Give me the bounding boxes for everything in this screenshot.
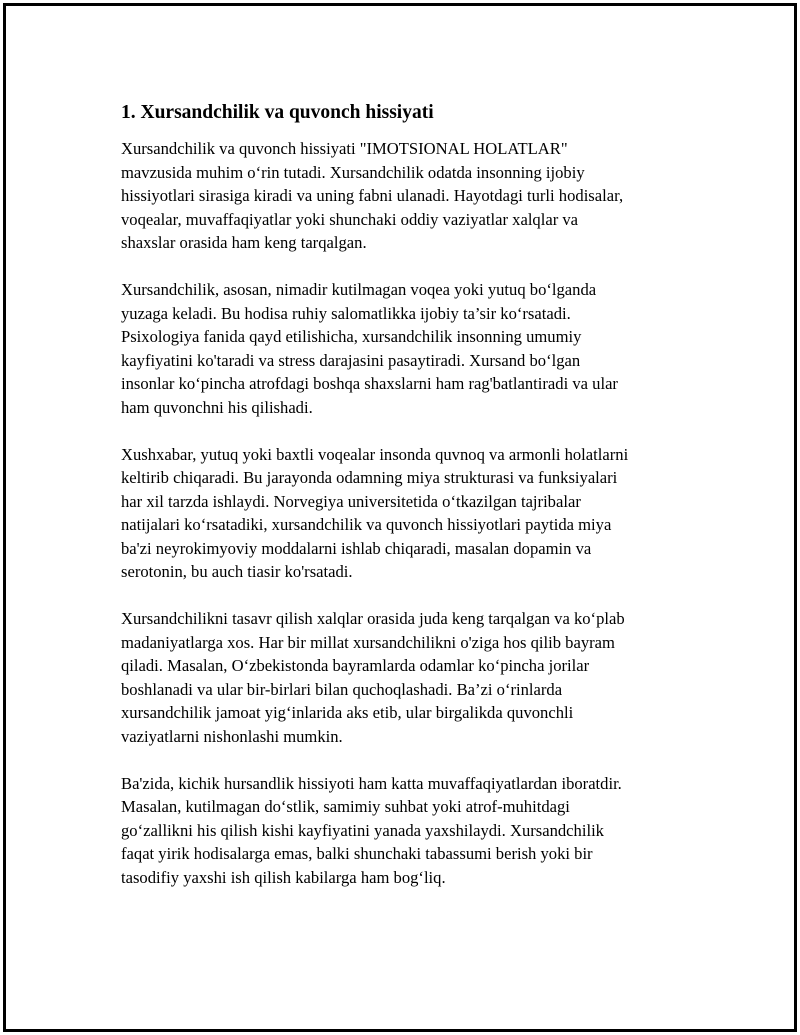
- text-line: Xursandchilik va quvonch hissiyati "IMOTSIONAL HOLATLAR": [121, 139, 568, 158]
- page-border: [3, 3, 797, 1032]
- text-line: insonlar ko‘pincha atrofdagi boshqa shaxslarni ham rag'batlantiradi va ular: [121, 374, 618, 393]
- text-line: qiladi. Masalan, O‘zbekistonda bayramlarda odamlar ko‘pincha jorilar: [121, 656, 590, 675]
- paragraph-1: [121, 137, 701, 255]
- text-line: faqat yirik hodisalarga emas, balki shunchaki tabassumi berish yoki bir: [121, 844, 593, 863]
- text-line: vaziyatlarni nishonlashi mumkin.: [121, 726, 343, 746]
- text-line: voqealar, muvaffaqiyatlar yoki shunchaki oddiy vaziyatlar xalqlar va: [121, 209, 579, 229]
- text-line: keltirib chiqaradi. Bu jarayonda odamning miya strukturasi va funksiyalari: [121, 468, 618, 487]
- text-line: serotonin, bu auch tiasir ko'rsatadi.: [121, 562, 353, 581]
- text-line: shaxslar orasida ham keng tarqalgan.: [121, 233, 367, 252]
- text-line: yuzaga keladi. Bu hodisa ruhiy salomatlikka ijobiy ta’sir ko‘rsatadi.: [121, 303, 571, 323]
- section-heading: 1. Xursandchilik va quvonch hissiyati: [121, 102, 434, 123]
- paragraph-3: [121, 443, 701, 584]
- text-line: kayfiyatini ko'taradi va stress darajasini pasaytiradi. Xursand bo‘lgan: [121, 350, 581, 370]
- text-line: tasodifiy yaxshi ish qilish kabilarga ham bog‘liq.: [121, 867, 446, 887]
- document-body: [121, 100, 701, 913]
- text-line: ba'zi neyrokimyoviy moddalarni ishlab chiqaradi, masalan dopamin va: [121, 538, 592, 558]
- text-line: madaniyatlarga xos. Har bir millat xursandchilikni o'ziga hos qilib bayram: [121, 632, 615, 652]
- text-line: Ba'zida, kichik hursandlik hissiyoti ham katta muvaffaqiyatlardan iboratdir.: [121, 773, 622, 793]
- text-line: Xursandchilik, asosan, nimadir kutilmagan voqea yoki yutuq bo‘lganda: [121, 280, 597, 299]
- paragraph-2: [121, 278, 701, 419]
- text-line: mavzusida muhim o‘rin tutadi. Xursandchilik odatda insonning ijobiy: [121, 162, 585, 182]
- text-line: xursandchilik jamoat yig‘inlarida aks etib, ular birgalikda quvonchli: [121, 703, 574, 722]
- paragraph-4: [121, 607, 701, 748]
- text-line: har xil tarzda ishlaydi. Norvegiya universitetida o‘tkazilgan tajribalar: [121, 491, 581, 511]
- text-line: Xursandchilikni tasavr qilish xalqlar orasida juda keng tarqalgan va ko‘plab: [121, 609, 625, 628]
- text-line: Masalan, kutilmagan do‘stlik, samimiy suhbat yoki atrof-muhitdagi: [121, 797, 570, 816]
- text-line: Psixologiya fanida qayd etilishicha, xursandchilik insonning umumiy: [121, 327, 582, 346]
- text-line: natijalari ko‘rsatadiki, xursandchilik va quvonch hissiyotlari paytida miya: [121, 515, 612, 534]
- text-line: hissiyotlari sirasiga kiradi va uning fabni ulanadi. Hayotdagi turli hodisalar,: [121, 186, 624, 205]
- text-line: boshlanadi va ular bir-birlari bilan quchoqlashadi. Ba’zi o‘rinlarda: [121, 679, 563, 699]
- text-line: Xushxabar, yutuq yoki baxtli voqealar insonda quvnoq va armonli holatlarni: [121, 444, 629, 464]
- text-line: ham quvonchni his qilishadi.: [121, 397, 313, 417]
- text-line: go‘zallikni his qilish kishi kayfiyatini yanada yaxshilaydi. Xursandchilik: [121, 820, 604, 840]
- paragraph-5: [121, 772, 701, 890]
